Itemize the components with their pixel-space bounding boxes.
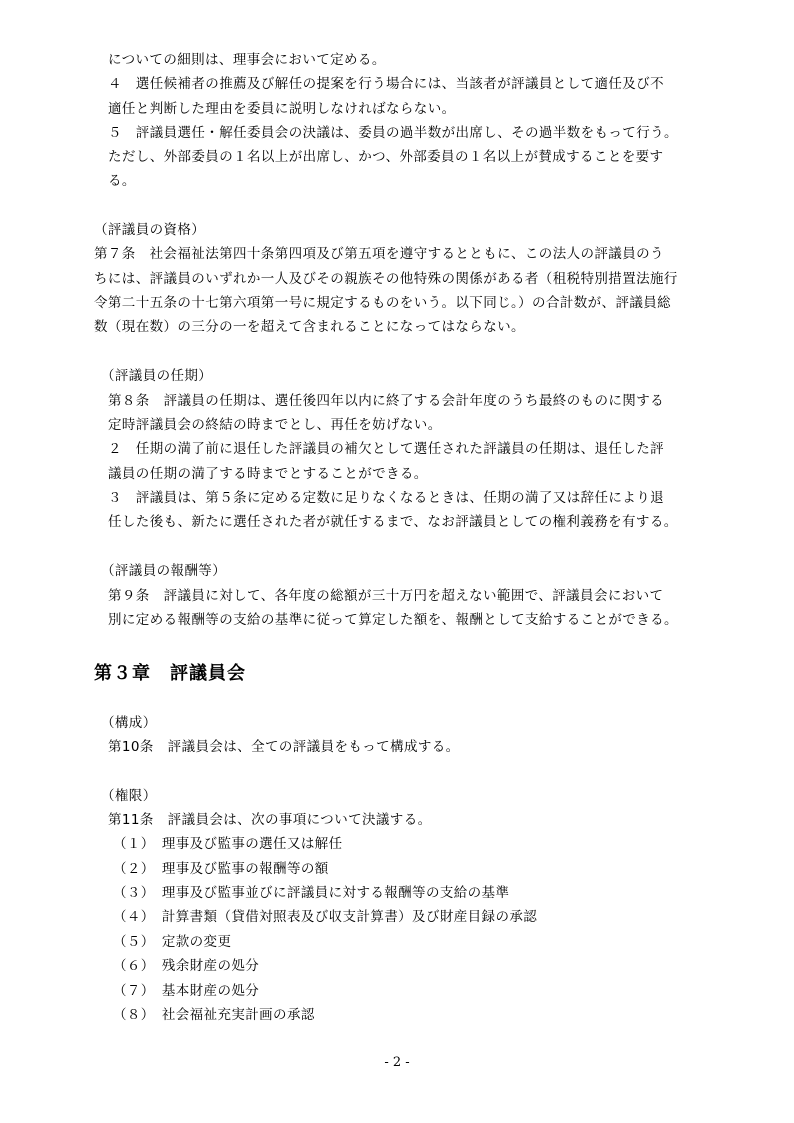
paragraph-line: 令第二十五条の十七第六項第一号に規定するものをいう。以下同じ。）の合計数が、評議員総: [94, 295, 672, 311]
paragraph-line: 任した後も、新たに選任された者が就任するまで、なお評議員としての権利義務を有する。: [108, 514, 678, 530]
paragraph-line: ５ 評議員選任・解任委員会の決議は、委員の過半数が出席し、その過半数をもって行う。: [108, 125, 678, 141]
chapter-title: 第３章 評議員会: [94, 663, 246, 684]
paragraph-line: 別に定める報酬等の支給の基準に従って算定した額を、報酬として支給することができる。: [108, 612, 678, 628]
list-item: （３） 理事及び監事並びに評議員に対する報酬等の支給の基準: [113, 885, 510, 901]
paragraph-line: 第10条 評議員会は、全ての評議員をもって構成する。: [108, 739, 460, 755]
paragraph-line: についての細則は、理事会において定める。: [108, 52, 386, 68]
list-item: （７） 基本財産の処分: [113, 983, 260, 999]
paragraph-line: ただし、外部委員の１名以上が出席し、かつ、外部委員の１名以上が賛成することを要す: [108, 149, 664, 165]
paragraph-line: る。: [108, 173, 136, 189]
list-item: （１） 理事及び監事の選任又は解任: [113, 836, 343, 852]
paragraph-line: 数（現在数）の三分の一を超えて含まれることになってはならない。: [94, 319, 525, 335]
paragraph-line: 適任と判断した理由を委員に説明しなければならない。: [108, 101, 456, 117]
paragraph-line: ちには、評議員のいずれか一人及びその親族その他特殊の関係がある者（租税特別措置法施行: [94, 271, 678, 287]
page-number: - 2 -: [384, 1055, 410, 1070]
paragraph-line: ２ 任期の満了前に退任した評議員の補欠として選任された評議員の任期は、退任した評: [108, 441, 664, 457]
paragraph-line: 議員の任期の満了する時までとすることができる。: [108, 466, 428, 482]
paragraph-line: 第７条 社会福祉法第四十条第四項及び第五項を遵守するとともに、この法人の評議員のう: [94, 246, 664, 262]
section-heading: （構成）: [101, 715, 157, 731]
list-item: （４） 計算書類（貸借対照表及び収支計算書）及び財産目録の承認: [113, 909, 538, 925]
section-heading: （評議員の報酬等）: [101, 563, 227, 579]
paragraph-line: ３ 評議員は、第５条に定める定数に足りなくなるときは、任期の満了又は辞任により退: [108, 490, 664, 506]
section-heading: （評議員の任期）: [101, 368, 213, 384]
paragraph-line: 第９条 評議員に対して、各年度の総額が三十万円を超えない範囲で、評議員会において: [108, 588, 664, 604]
list-item: （５） 定款の変更: [113, 934, 232, 950]
paragraph-line: 定時評議員会の終結の時までとし、再任を妨げない。: [108, 417, 442, 433]
paragraph-line: 第８条 評議員の任期は、選任後四年以内に終了する会計年度のうち最終のものに関する: [108, 393, 664, 409]
section-heading: （権限）: [101, 788, 157, 804]
list-item: （２） 理事及び監事の報酬等の額: [113, 861, 329, 877]
paragraph-line: ４ 選任候補者の推薦及び解任の提案を行う場合には、当該者が評議員として適任及び不: [108, 76, 664, 92]
section-heading: （評議員の資格）: [94, 222, 206, 238]
list-item: （６） 残余財産の処分: [113, 958, 260, 974]
paragraph-line: 第11条 評議員会は、次の事項について決議する。: [108, 812, 432, 828]
list-item: （８） 社会福祉充実計画の承認: [113, 1007, 315, 1023]
